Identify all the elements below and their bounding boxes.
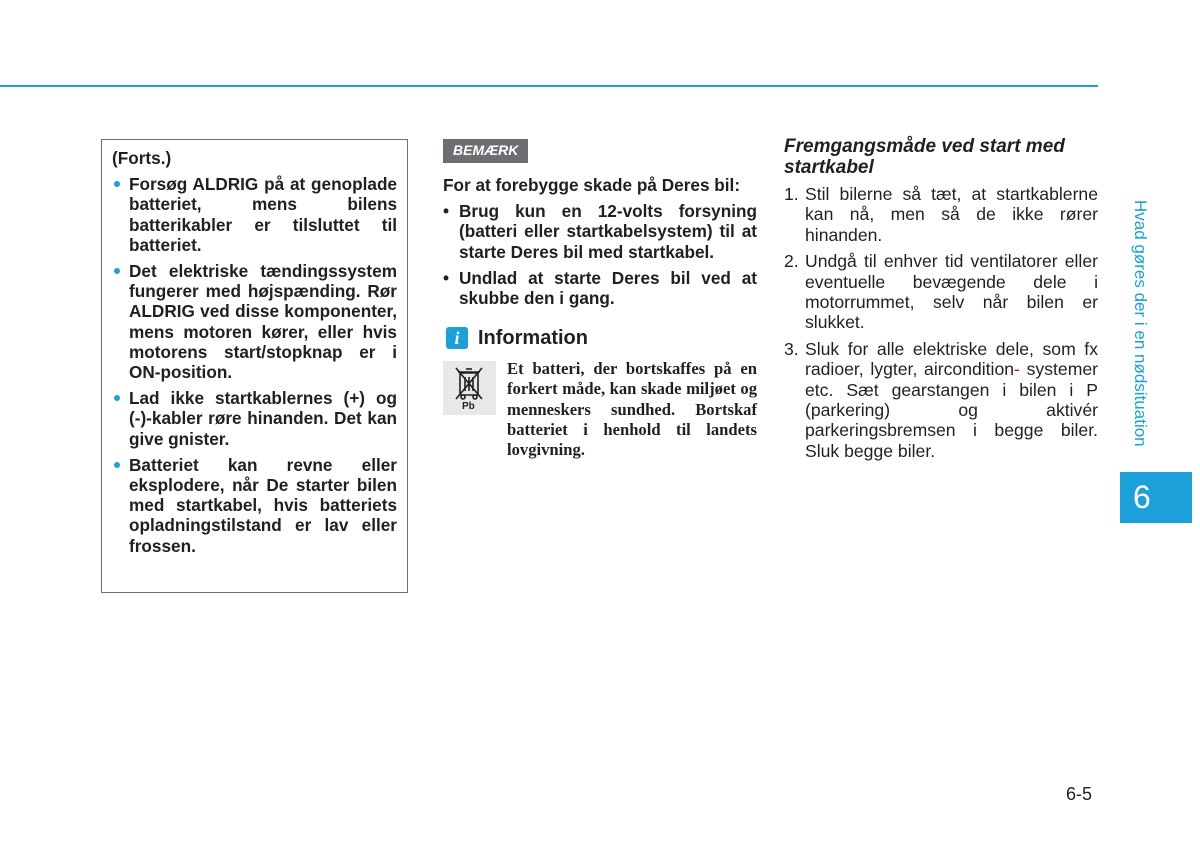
information-header	[443, 325, 757, 351]
section-title-vertical: Hvad gøres der i en nødsituation	[1131, 200, 1150, 447]
caution-box	[101, 139, 408, 593]
chapter-tab: 6	[1120, 472, 1192, 523]
step-text-part: systemer etc. Sæt gearstangen i bilen i P (parkering) og aktivér parkeringsbremsen i begge biler. Sluk begge biler.	[805, 359, 1098, 461]
note-item: • Undlad at starte Deres bil ved at skubbe den i gang.	[443, 268, 757, 308]
caution-item: Det elektriske tændingssystem fungerer med højspænding. Rør ALDRIG ved disse komponenter, mens motoren kører, eller hvis motorens start/stopknap er i ON-position.	[112, 261, 397, 382]
step-text: Undgå til enhver tid ventilatorer eller eventuelle bevægende dele i motorrummet, selv når bilen er slukket.	[805, 251, 1098, 333]
step-number: 3.	[784, 338, 799, 359]
procedure-step	[784, 184, 1098, 245]
procedure-steps	[784, 184, 1098, 461]
caution-item: Lad ikke startkablernes (+) og (-)-kabler røre hinanden. Det kan give gnister.	[112, 388, 397, 449]
procedure-step	[784, 251, 1098, 333]
procedure-column	[784, 136, 1098, 467]
step-text	[805, 339, 1098, 461]
information-title: Information	[478, 326, 588, 349]
note-badge: BEMÆRK	[443, 139, 528, 163]
note-item: • Brug kun en 12-volts forsyning (batteri eller startkabelsystem) til at starte Deres bil med startkabel.	[443, 201, 757, 262]
step-hyphen: -	[1014, 359, 1020, 380]
pb-label: Pb	[462, 401, 475, 413]
caution-item: Batteriet kan revne eller eksplodere, når De starter bilen med startkabel, hvis batteriets opladningstilstand er lav eller frossen.	[112, 455, 397, 556]
caution-item: Forsøg ALDRIG på at genoplade batteriet, mens bilens batterikabler er tilsluttet til batteriet.	[112, 174, 397, 255]
info-icon: i	[446, 327, 468, 349]
procedure-title: Fremgangsmåde ved start med startkabel	[784, 136, 1065, 178]
crossed-bin-icon	[443, 361, 496, 415]
page-number: 6-5	[1066, 784, 1093, 804]
step-number: 1.	[784, 184, 799, 204]
procedure-step	[784, 339, 1098, 461]
step-number: 2.	[784, 251, 799, 272]
step-text: Stil bilerne så tæt, at startkablerne kan nå, men så de ikke rører hinanden.	[805, 184, 1098, 245]
note-column	[443, 139, 757, 460]
note-list	[443, 201, 757, 308]
step-text-part: Sluk for alle elektriske dele, som fx radioer, lygter, aircondition	[805, 338, 1098, 380]
caution-list	[112, 174, 397, 556]
header-rule	[0, 85, 1098, 87]
continued-label: (Forts.)	[112, 148, 172, 168]
note-intro: For at forebygge skade på Deres bil:	[443, 175, 741, 195]
information-text: Et batteri, der bortskaffes på en forkert måde, kan skade miljøet og menneskers sundhed. Bortskaf batteriet i henhold til landets lovgivning.	[507, 359, 757, 460]
information-body	[443, 359, 757, 460]
